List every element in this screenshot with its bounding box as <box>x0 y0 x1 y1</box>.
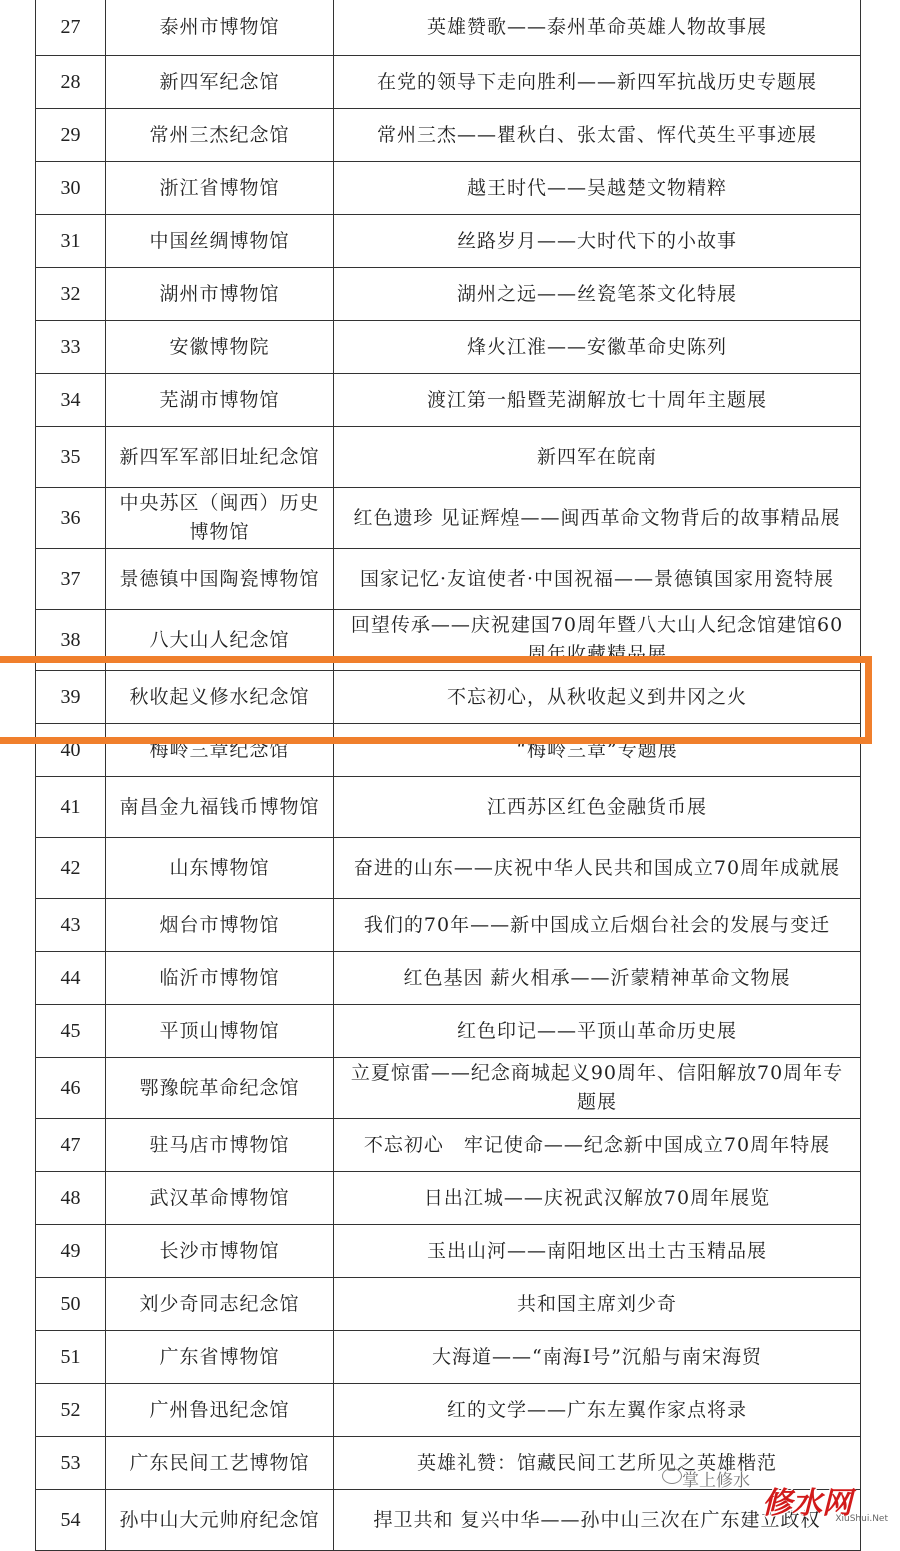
table-row <box>36 899 861 952</box>
table-row <box>36 374 861 427</box>
exhibition-title: 英雄赞歌——泰州革命英雄人物故事展 <box>334 0 861 56</box>
museum-name: 山东博物馆 <box>106 838 334 899</box>
exhibition-title: 我们的70年——新中国成立后烟台社会的发展与变迁 <box>334 899 861 952</box>
row-number: 35 <box>36 427 106 488</box>
museum-name: 南昌金九福钱币博物馆 <box>106 777 334 838</box>
museum-name: 临沂市博物馆 <box>106 952 334 1005</box>
row-number: 28 <box>36 56 106 109</box>
exhibition-title: 江西苏区红色金融货币展 <box>334 777 861 838</box>
museum-name: 广州鲁迅纪念馆 <box>106 1384 334 1437</box>
exhibition-title: 在党的领导下走向胜利——新四军抗战历史专题展 <box>334 56 861 109</box>
table-row <box>36 1119 861 1172</box>
row-number: 34 <box>36 374 106 427</box>
table-row <box>36 109 861 162</box>
table-row <box>36 1384 861 1437</box>
museum-name: 芜湖市博物馆 <box>106 374 334 427</box>
row-number: 45 <box>36 1005 106 1058</box>
row-number: 50 <box>36 1278 106 1331</box>
table-row <box>36 1172 861 1225</box>
table-row <box>36 1058 861 1119</box>
exhibition-title: 红的文学——广东左翼作家点将录 <box>334 1384 861 1437</box>
row-number: 46 <box>36 1058 106 1119</box>
row-number: 37 <box>36 549 106 610</box>
exhibition-title: 国家记忆·友谊使者·中国祝福——景德镇国家用瓷特展 <box>334 549 861 610</box>
exhibition-title: 红色基因 薪火相承——沂蒙精神革命文物展 <box>334 952 861 1005</box>
exhibition-title: 奋进的山东——庆祝中华人民共和国成立70周年成就展 <box>334 838 861 899</box>
row-number: 52 <box>36 1384 106 1437</box>
row-number: 51 <box>36 1331 106 1384</box>
museum-name: 八大山人纪念馆 <box>106 610 334 671</box>
table-row <box>36 1225 861 1278</box>
exhibition-title: 大海道——“南海Ⅰ号”沉船与南宋海贸 <box>334 1331 861 1384</box>
row-number: 32 <box>36 268 106 321</box>
museum-name: 平顶山博物馆 <box>106 1005 334 1058</box>
table-row <box>36 162 861 215</box>
watermark <box>662 1460 892 1526</box>
museum-name: 孙中山大元帅府纪念馆 <box>106 1490 334 1551</box>
row-number: 30 <box>36 162 106 215</box>
table-row <box>36 1331 861 1384</box>
museum-name: 湖州市博物馆 <box>106 268 334 321</box>
exhibition-title: 共和国主席刘少奇 <box>334 1278 861 1331</box>
table-row <box>36 838 861 899</box>
exhibition-title: 丝路岁月——大时代下的小故事 <box>334 215 861 268</box>
row-number: 47 <box>36 1119 106 1172</box>
table-row <box>36 1278 861 1331</box>
row-number: 29 <box>36 109 106 162</box>
museum-name: 秋收起义修水纪念馆 <box>106 671 334 724</box>
table-row <box>36 488 861 549</box>
museum-name: 刘少奇同志纪念馆 <box>106 1278 334 1331</box>
exhibition-title: 立夏惊雷——纪念商城起义90周年、信阳解放70周年专题展 <box>334 1058 861 1119</box>
museum-name: 驻马店市博物馆 <box>106 1119 334 1172</box>
exhibition-title: 烽火江淮——安徽革命史陈列 <box>334 321 861 374</box>
museum-name: 广东省博物馆 <box>106 1331 334 1384</box>
table-row <box>36 1005 861 1058</box>
table-row <box>36 321 861 374</box>
museum-name: 长沙市博物馆 <box>106 1225 334 1278</box>
exhibition-title: 捍卫共和 复兴中华——孙中山三次在广东建立政权 <box>334 1490 861 1551</box>
exhibition-title: 英雄礼赞：馆藏民间工艺所见之英雄楷范 <box>334 1437 861 1490</box>
museum-name: 常州三杰纪念馆 <box>106 109 334 162</box>
table-row <box>36 549 861 610</box>
row-number: 33 <box>36 321 106 374</box>
museum-name: 景德镇中国陶瓷博物馆 <box>106 549 334 610</box>
exhibition-title: 回望传承——庆祝建国70周年暨八大山人纪念馆建馆60周年收藏精品展 <box>334 610 861 671</box>
row-number: 54 <box>36 1490 106 1551</box>
watermark-url: XiuShui.Net <box>835 1514 888 1524</box>
table-row <box>36 777 861 838</box>
exhibition-title: 红色遗珍 见证辉煌——闽西革命文物背后的故事精品展 <box>334 488 861 549</box>
museum-name: 广东民间工艺博物馆 <box>106 1437 334 1490</box>
row-number: 38 <box>36 610 106 671</box>
row-number: 48 <box>36 1172 106 1225</box>
row-number: 31 <box>36 215 106 268</box>
row-number: 41 <box>36 777 106 838</box>
row-number: 36 <box>36 488 106 549</box>
row-number: 44 <box>36 952 106 1005</box>
watermark-logo: 修水网 <box>762 1486 852 1521</box>
wechat-icon <box>662 1468 682 1484</box>
watermark-brand: 掌上修水 <box>682 1471 750 1491</box>
row-number: 42 <box>36 838 106 899</box>
exhibition-title: 新四军在皖南 <box>334 427 861 488</box>
row-number: 53 <box>36 1437 106 1490</box>
museum-name: 安徽博物院 <box>106 321 334 374</box>
museum-name: 泰州市博物馆 <box>106 0 334 56</box>
row-number: 40 <box>36 724 106 777</box>
highlight-box <box>0 656 872 744</box>
museum-name: 中国丝绸博物馆 <box>106 215 334 268</box>
table-row <box>36 0 861 56</box>
museum-name: 鄂豫皖革命纪念馆 <box>106 1058 334 1119</box>
exhibition-title: 红色印记——平顶山革命历史展 <box>334 1005 861 1058</box>
exhibition-title: “梅岭三章”专题展 <box>334 724 861 777</box>
exhibition-title: 玉出山河——南阳地区出土古玉精品展 <box>334 1225 861 1278</box>
row-number: 43 <box>36 899 106 952</box>
table-row <box>36 56 861 109</box>
row-number: 39 <box>36 671 106 724</box>
row-number: 49 <box>36 1225 106 1278</box>
museum-name: 中央苏区（闽西）历史博物馆 <box>106 488 334 549</box>
table-row <box>36 427 861 488</box>
exhibition-title: 渡江第一船暨芜湖解放七十周年主题展 <box>334 374 861 427</box>
museum-name: 浙江省博物馆 <box>106 162 334 215</box>
museum-name: 新四军军部旧址纪念馆 <box>106 427 334 488</box>
exhibition-table-wrapper <box>35 0 860 1551</box>
table-body <box>36 0 861 1551</box>
table-row <box>36 952 861 1005</box>
exhibition-title: 越王时代——吴越楚文物精粹 <box>334 162 861 215</box>
museum-name: 烟台市博物馆 <box>106 899 334 952</box>
exhibition-title: 不忘初心，从秋收起义到井冈之火 <box>334 671 861 724</box>
exhibition-title: 湖州之远——丝瓷笔茶文化特展 <box>334 268 861 321</box>
exhibition-title: 常州三杰——瞿秋白、张太雷、恽代英生平事迹展 <box>334 109 861 162</box>
table-row <box>36 215 861 268</box>
exhibition-title: 不忘初心 牢记使命——纪念新中国成立70周年特展 <box>334 1119 861 1172</box>
table-row <box>36 268 861 321</box>
museum-name: 梅岭三章纪念馆 <box>106 724 334 777</box>
exhibition-title: 日出江城——庆祝武汉解放70周年展览 <box>334 1172 861 1225</box>
row-number: 27 <box>36 0 106 56</box>
museum-name: 新四军纪念馆 <box>106 56 334 109</box>
museum-name: 武汉革命博物馆 <box>106 1172 334 1225</box>
exhibition-table <box>35 0 861 1551</box>
